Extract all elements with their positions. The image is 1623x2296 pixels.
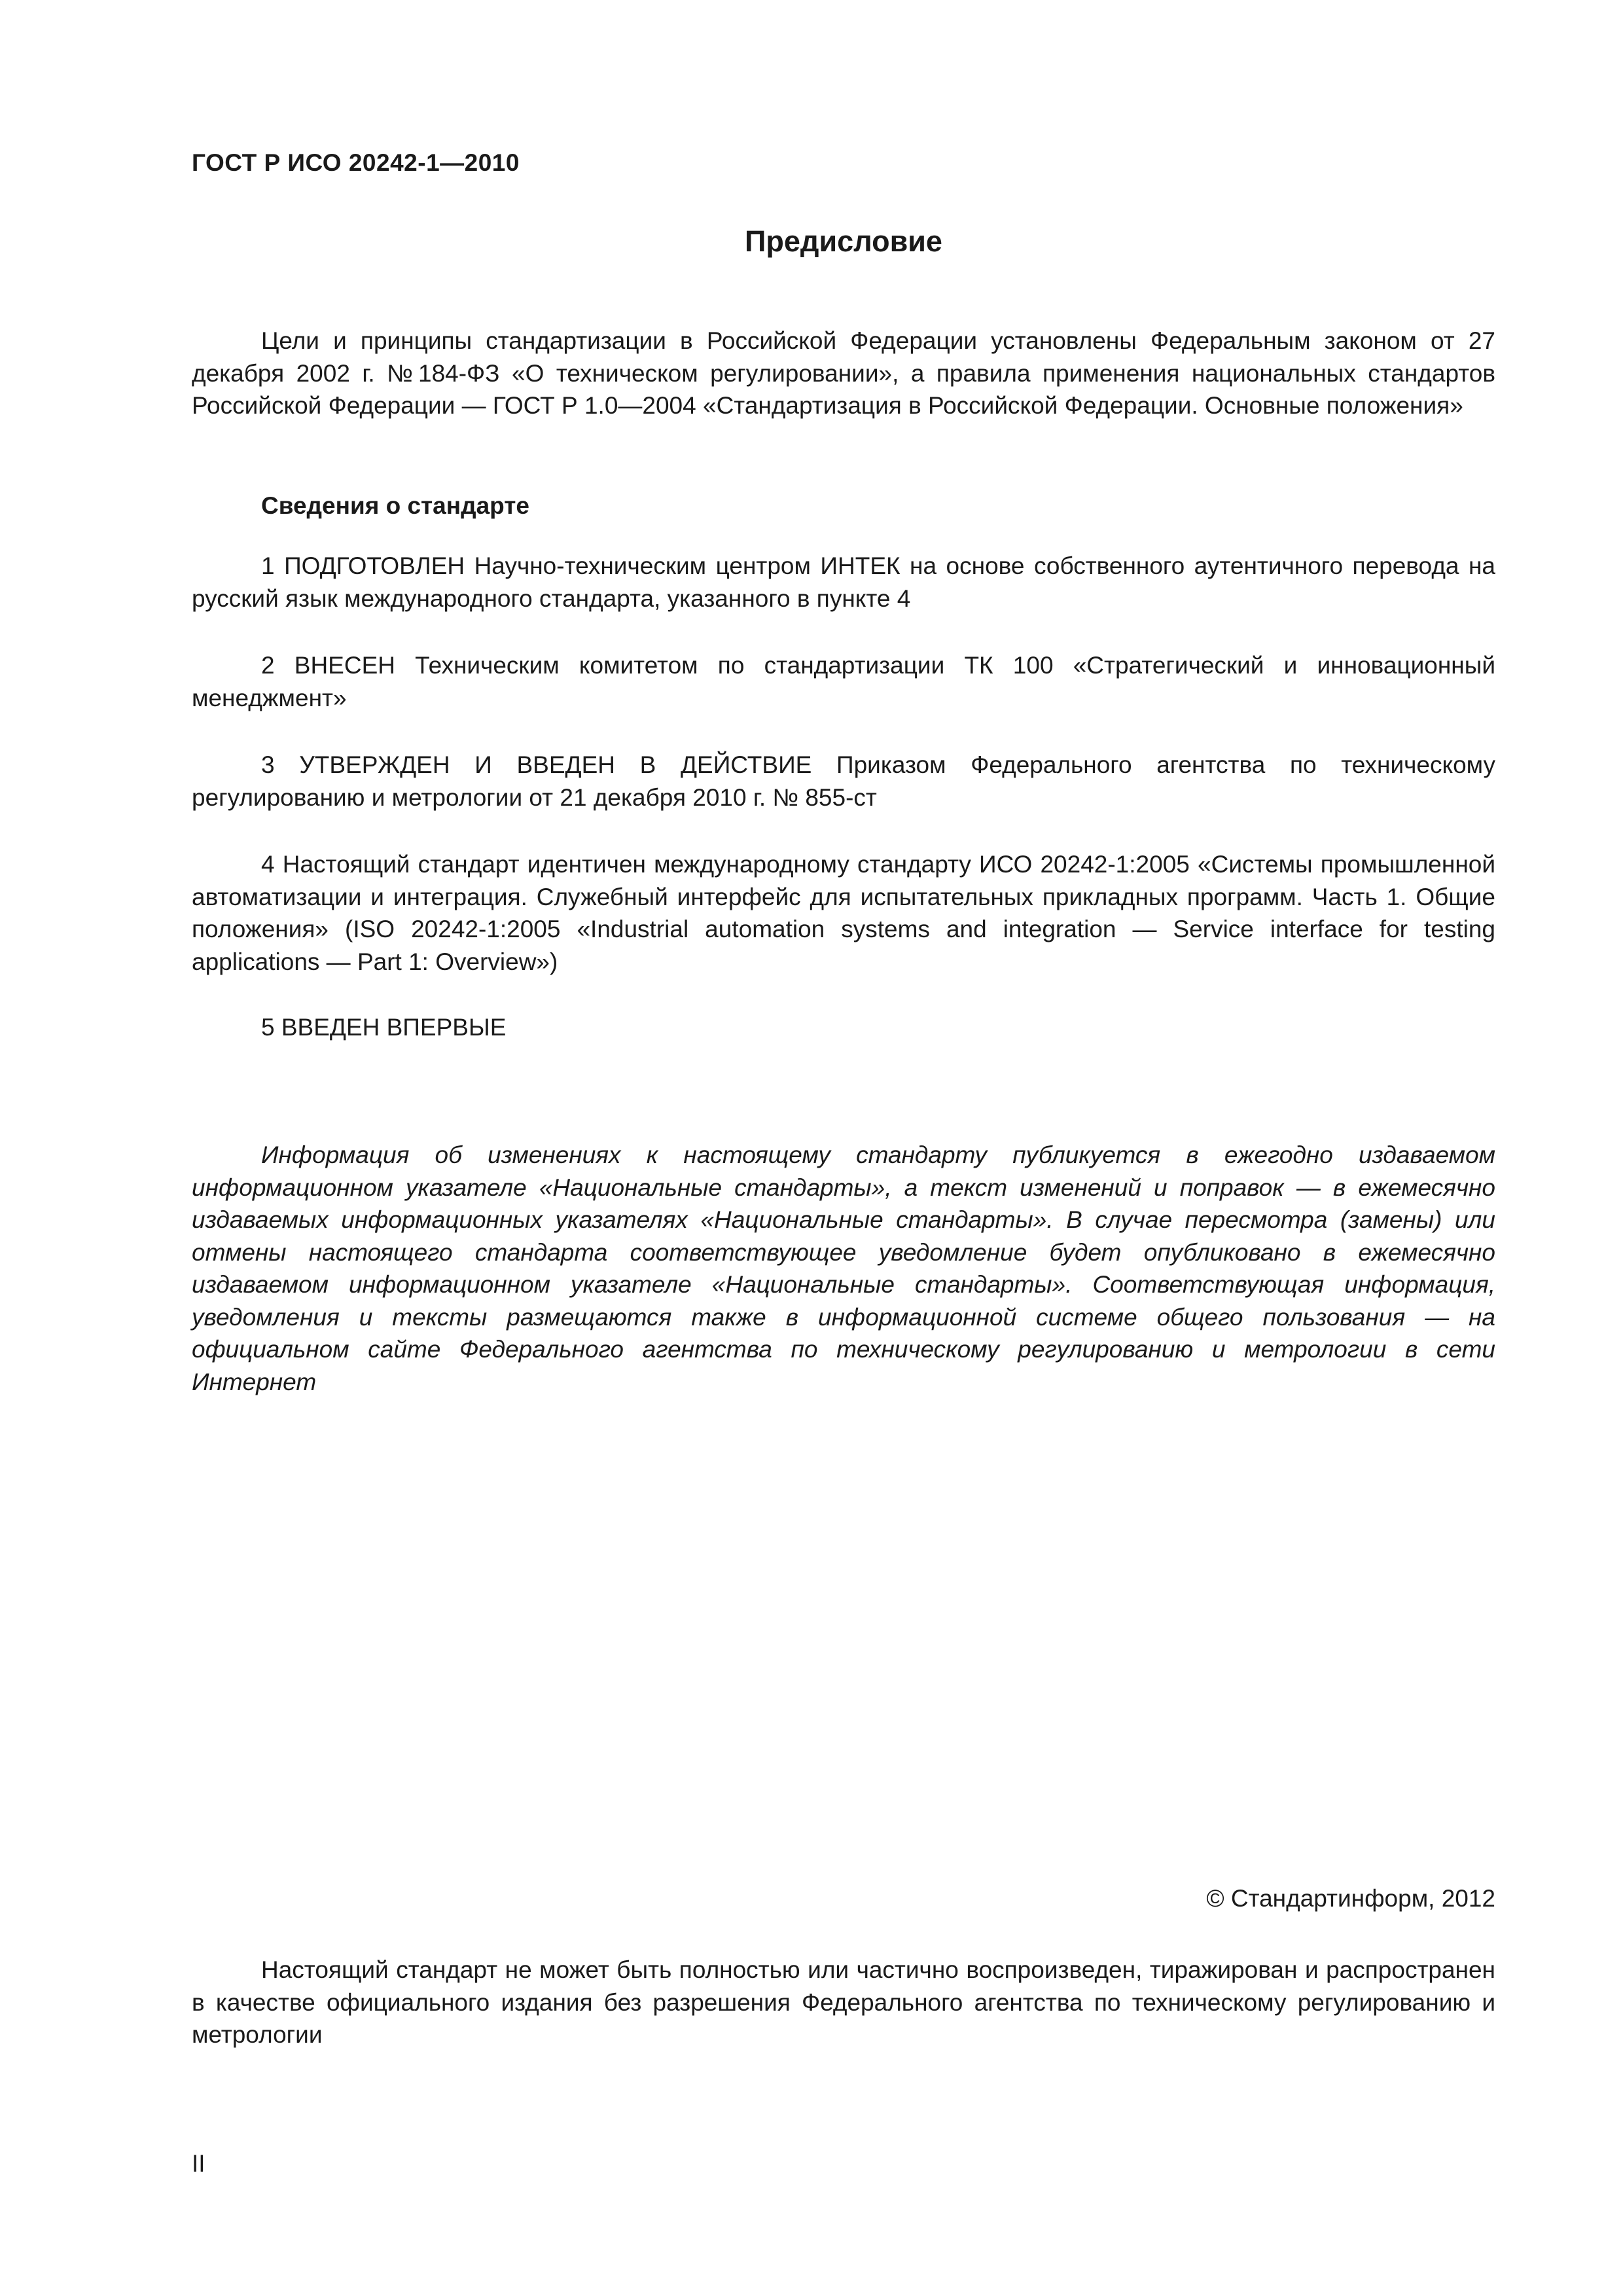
list-item: 4 Настоящий стандарт идентичен международному стандарту ИСО 20242-1:2005 «Системы промышленной автоматизации и интеграция. Служебный интерфейс для испытательных прикладных программ. Часть 1. Общие положения» (ISO 20242-1:2005 «Industrial automation systems and integration — Service interface for testing applications — Part 1: Overview»): [192, 851, 1495, 975]
change-notice: Информация об изменениях к настоящему стандарту публикуется в ежегодно издаваемом информационном указателе «Национальные стандарты», а текст изменений и поправок — в ежемесячно издаваемых информационных указателях «Национальные стандарты». В случае пересмотра (замены) или отмены настоящего стандарта соответствующее уведомление будет опубликовано в ежемесячно издаваемом информационном указателе «Национальные стандарты». Соответствующая информация, уведомления и тексты размещаются также в информационной системе общего пользования — на официальном сайте Федерального агентства по техническому регулированию и метрологии в сети Интернет: [192, 1141, 1495, 1395]
list-item: 2 ВНЕСЕН Техническим комитетом по стандартизации ТК 100 «Стратегический и инновационный менеджмент»: [192, 652, 1495, 711]
running-header: ГОСТ Р ИСО 20242-1—2010: [192, 149, 520, 176]
reproduction-notice: Настоящий стандарт не может быть полностью или частично воспроизведен, тиражирован и распространен в качестве официального издания без разрешения Федерального агентства по техническому регулированию и метрологии: [192, 1956, 1495, 2048]
list-item: 3 УТВЕРЖДЕН И ВВЕДЕН В ДЕЙСТВИЕ Приказом Федерального агентства по техническому регулированию и метрологии от 21 декабря 2010 г. № 855-ст: [192, 751, 1495, 811]
page-number: II: [192, 2150, 205, 2177]
intro-paragraph: Цели и принципы стандартизации в Российской Федерации установлены Федеральным законом от 27 декабря 2002 г. №184-ФЗ «О техническом регулировании», а правила применения национальных стандартов Российской Федерации — ГОСТ Р 1.0—2004 «Стандартизация в Российской Федерации. Основные положения»: [192, 327, 1495, 419]
page-title: Предисловие: [745, 224, 942, 258]
list-item: 5 ВВЕДЕН ВПЕРВЫЕ: [261, 1014, 507, 1041]
copyright: © Стандартинформ, 2012: [1206, 1885, 1495, 1912]
list-item: 1 ПОДГОТОВЛЕН Научно-техническим центром ИНТЕК на основе собственного аутентичного перевода на русский язык международного стандарта, указанного в пункте 4: [192, 552, 1495, 612]
section-heading: Сведения о стандарте: [261, 492, 529, 519]
